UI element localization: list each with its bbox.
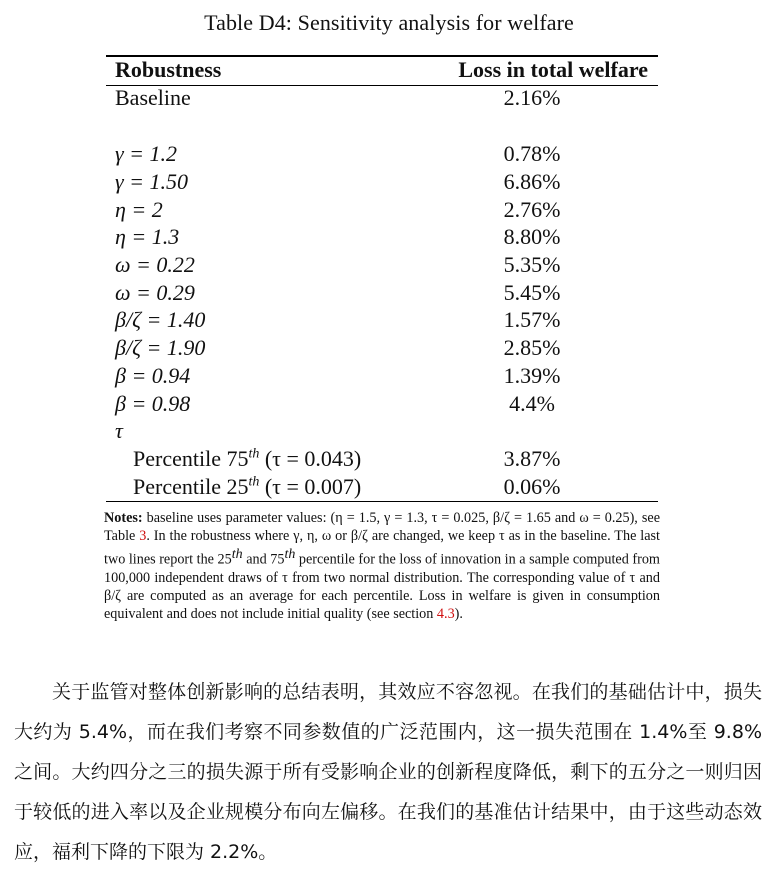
table-row: [106, 418, 658, 446]
row-value: 4.4%: [509, 391, 555, 416]
percentile-sup: th: [248, 446, 260, 462]
table-notes: [104, 509, 660, 624]
notes-sup: th: [284, 546, 296, 562]
table-row: [106, 307, 658, 335]
row-value: 1.57%: [503, 307, 561, 332]
percentile-prefix: Percentile 75: [133, 446, 249, 471]
table-row: [106, 197, 658, 225]
row-label: β/ζ = 1.90: [115, 335, 206, 360]
row-label: η = 1.3: [115, 224, 180, 249]
table-row: [106, 224, 658, 252]
notes-text: and 75: [242, 551, 285, 568]
row-label: [133, 446, 361, 472]
row-label: ω = 0.29: [115, 280, 195, 305]
row-label: τ: [115, 418, 123, 443]
table-row: [106, 85, 658, 113]
row-label: γ = 1.50: [115, 169, 189, 194]
row-value: 2.85%: [503, 335, 561, 360]
percentile-sup: th: [248, 474, 260, 490]
row-label: Baseline: [115, 85, 191, 110]
row-value: 6.86%: [503, 169, 561, 194]
row-label: η = 2: [115, 197, 163, 222]
row-value: 8.80%: [503, 224, 561, 249]
table-row: [106, 280, 658, 308]
notes-sup: th: [231, 546, 243, 562]
row-value: 5.45%: [503, 280, 561, 305]
header-loss-welfare: Loss in total welfare: [458, 57, 648, 82]
row-label: β = 0.94: [115, 363, 191, 388]
row-label: β/ζ = 1.40: [115, 307, 206, 332]
table-row: [106, 141, 658, 169]
notes-text: percentile for the loss of innovation in a sample computed from 100,000 independent draws of τ from two normal distribution. The corresponding value of τ and β/ζ are computed as an average for each percentile. Loss in welfare is given in consumption equivalent and does not include initial quality (see section: [104, 551, 660, 623]
header-robustness: Robustness: [115, 57, 222, 82]
notes-label: Notes:: [104, 510, 143, 526]
table-bottom-rule: [106, 501, 658, 502]
body-paragraph: 关于监管对整体创新影响的总结表明，其效应不容忽视。在我们的基础估计中，损失大约为 5.4%，而在我们考察不同参数值的广泛范围内，这一损失范围在 1.4%至 9.8%之间。大约四分之三的损失源于所有受影响企业的创新程度降低，剩下的五分之一则归因于较低的进入率以及企业规模分布向左偏移。在我们的基准估计结果中，由于这些动态效应，福利下降的下限为 2.2%。: [14, 681, 762, 863]
table-caption: Table D4: Sensitivity analysis for welfare: [204, 10, 574, 35]
notes-text: ).: [454, 606, 463, 623]
table-row: [106, 169, 658, 197]
table-row-percentile-25: [106, 474, 658, 502]
percentile-suffix: (τ = 0.043): [259, 446, 362, 471]
row-label: [133, 474, 361, 500]
notes-text: . In the robustness where γ, η, ω or β/ζ are changed, we keep τ as in the baseline. The last two lines report the 25: [104, 528, 660, 568]
row-label: β = 0.98: [115, 391, 191, 416]
row-value: 3.87%: [503, 446, 561, 471]
percentile-prefix: Percentile 25: [133, 474, 249, 499]
table-row: [106, 335, 658, 363]
table-row: [106, 391, 658, 419]
row-value: 0.06%: [503, 474, 561, 499]
table-row: [106, 363, 658, 391]
row-value: 1.39%: [503, 363, 561, 388]
body-text: [14, 672, 762, 872]
row-label: γ = 1.2: [115, 141, 178, 166]
table-row-spacer: [106, 113, 658, 141]
section-reference-link[interactable]: 4.3: [436, 606, 455, 623]
table-reference-link[interactable]: 3: [139, 528, 147, 545]
row-value: 5.35%: [503, 252, 561, 277]
table-row-percentile-75: [106, 446, 658, 474]
table-row: [106, 252, 658, 280]
row-value: 2.76%: [503, 197, 561, 222]
notes-text: baseline uses parameter values: (η = 1.5, γ = 1.3, τ = 0.025, β/ζ = 1.65 and ω = 0.25), see Table: [104, 510, 660, 545]
row-value: 2.16%: [503, 85, 561, 110]
percentile-suffix: (τ = 0.007): [259, 474, 362, 499]
row-label: ω = 0.22: [115, 252, 195, 277]
row-value: 0.78%: [503, 141, 561, 166]
